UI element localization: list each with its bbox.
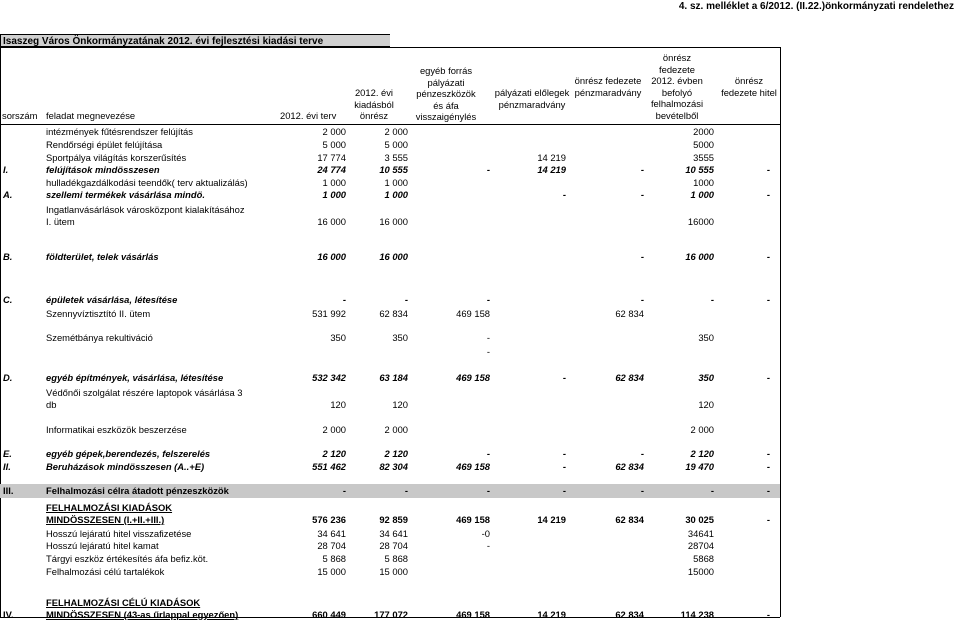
cell-fedezete: 62 834 (615, 461, 644, 472)
cell-befolyo: 1 000 (690, 189, 714, 200)
cell-fedezete: - (640, 294, 644, 305)
cell-befolyo: 2000 (693, 126, 714, 137)
cell-palyazati: - (562, 461, 566, 472)
cell-onresz: 2 000 (384, 424, 408, 435)
cell-befolyo: 16 000 (685, 251, 714, 262)
cell-terv: 576 236 (312, 514, 346, 525)
cell-terv: 350 (330, 332, 346, 343)
cell-terv: 532 342 (312, 372, 346, 383)
cell-onresz: 177 072 (374, 609, 408, 620)
cell-palyazati: - (562, 448, 566, 459)
cell-palyazati: - (562, 189, 566, 200)
cell-egyeb: - (486, 164, 490, 175)
cell-terv: 24 774 (317, 164, 346, 175)
cell-terv: 28 704 (317, 540, 346, 551)
cell-hitel: - (766, 372, 770, 383)
row-name: szellemi termékek vásárlása mindö. (46, 189, 205, 200)
cell-onresz: 350 (392, 332, 408, 343)
cell-terv: 120 (330, 399, 346, 410)
row-sorszam: A. (3, 189, 13, 200)
cell-palyazati: - (562, 372, 566, 383)
cell-terv: 5 000 (322, 139, 346, 150)
cell-fedezete: - (640, 164, 644, 175)
cell-egyeb: 469 158 (456, 308, 490, 319)
row-sorszam: E. (3, 448, 12, 459)
cell-terv: 15 000 (317, 566, 346, 577)
cell-fedezete: - (640, 448, 644, 459)
cell-palyazati: 14 219 (537, 514, 566, 525)
cell-egyeb: 469 158 (456, 609, 490, 620)
cell-hitel: - (766, 189, 770, 200)
cell-befolyo: 5868 (693, 553, 714, 564)
row-sorszam: III. (3, 485, 14, 496)
cell-befolyo: 30 025 (685, 514, 714, 525)
row-name: FELHALMOZÁSI CÉLÚ KIADÁSOK (46, 597, 201, 608)
row-name: egyéb gépek,berendezés, felszerelés (46, 448, 211, 459)
cell-onresz: 1 000 (384, 189, 408, 200)
cell-terv: 1 000 (322, 189, 346, 200)
cell-terv: 16 000 (317, 251, 346, 262)
cell-befolyo: 10 555 (685, 164, 714, 175)
cell-hitel: - (766, 461, 770, 472)
cell-onresz: 34 641 (379, 528, 408, 539)
cell-terv: 660 449 (312, 609, 346, 620)
cell-onresz: 2 000 (384, 126, 408, 137)
cell-befolyo: 2 120 (690, 448, 714, 459)
cell-onresz: 82 304 (379, 461, 408, 472)
cell-hitel: - (766, 164, 770, 175)
row-name: Ingatlanvásárlások városközpont kialakításához (46, 204, 245, 215)
cell-egyeb: 469 158 (456, 372, 490, 383)
cell-terv: 2 000 (322, 424, 346, 435)
cell-hitel: - (766, 448, 770, 459)
cell-onresz: 3 555 (384, 152, 408, 163)
row-name: Szennyvíztisztító II. ütem (46, 308, 151, 319)
cell-palyazati: - (562, 485, 566, 496)
cell-befolyo: 120 (698, 399, 714, 410)
cell-terv: - (342, 294, 346, 305)
row-name: Védőnői szolgálat részére laptopok vásárlása 3 (46, 387, 243, 398)
row-name: földterület, telek vásárlás (46, 251, 159, 262)
row-sorszam: D. (3, 372, 13, 383)
cell-befolyo: 1000 (693, 177, 714, 188)
cell-befolyo: 5000 (693, 139, 714, 150)
row-name-line2: I. ütem (46, 216, 75, 227)
row-name: Tárgyi eszköz értékesítés áfa befiz.köt. (46, 553, 209, 564)
cell-befolyo: 350 (698, 372, 714, 383)
row-name: Felhalmozási célú tartalékok (46, 566, 165, 577)
cell-egyeb: 469 158 (456, 461, 490, 472)
cell-dash: - (486, 346, 490, 357)
cell-hitel: - (766, 514, 770, 525)
cell-hitel: - (766, 251, 770, 262)
cell-onresz: 16 000 (379, 216, 408, 227)
cell-befolyo: 114 238 (680, 609, 714, 620)
cell-onresz: - (404, 294, 408, 305)
row-name: Rendőrségi épület felújítása (46, 139, 163, 150)
cell-egyeb: -0 (481, 528, 490, 539)
header-palyazati: pályázati előlegek pénzmaradvány (494, 87, 570, 110)
row-sorszam: IV. (3, 609, 14, 620)
cell-onresz: 92 859 (379, 514, 408, 525)
cell-terv: 2 120 (322, 448, 346, 459)
cell-onresz: 5 000 (384, 139, 408, 150)
row-name-line2: MINDÖSSZESEN (I.+II.+III.) (46, 514, 165, 525)
header-feladat: feladat megnevezése (46, 110, 136, 121)
row-name: Informatikai eszközök beszerzése (46, 424, 187, 435)
cell-befolyo: 350 (698, 332, 714, 343)
cell-egyeb: - (486, 485, 490, 496)
cell-egyeb: - (486, 332, 490, 343)
row-name: hulladékgazdálkodási teendők( terv aktualizálás) (46, 177, 248, 188)
cell-onresz: 1 000 (384, 177, 408, 188)
cell-terv: - (342, 485, 346, 496)
row-sorszam: I. (3, 164, 9, 175)
cell-egyeb: - (486, 448, 490, 459)
header-kiadasbol: 2012. évi kiadásból önrész (354, 87, 394, 121)
cell-onresz: 62 834 (379, 308, 408, 319)
cell-terv: 16 000 (317, 216, 346, 227)
cell-fedezete: 62 834 (615, 514, 644, 525)
cell-onresz: 2 120 (384, 448, 408, 459)
cell-terv: 551 462 (312, 461, 346, 472)
row-name: Hosszú lejáratú hitel kamat (46, 540, 159, 551)
cell-onresz: - (404, 485, 408, 496)
attachment-note: 4. sz. melléklet a 6/2012. (II.22.)önkormányzati rendelethez (678, 1, 954, 12)
cell-egyeb: 469 158 (456, 514, 490, 525)
row-name: Sportpálya világítás korszerűsítés (46, 152, 187, 163)
cell-befolyo: 34641 (687, 528, 714, 539)
cell-befolyo: 16000 (687, 216, 714, 227)
cell-palyazati: 14 219 (537, 164, 566, 175)
cell-terv: 531 992 (312, 308, 346, 319)
row-sorszam: B. (3, 251, 13, 262)
cell-onresz: 10 555 (379, 164, 408, 175)
row-name: épületek vásárlása, létesítése (46, 294, 178, 305)
cell-befolyo: 28704 (687, 540, 714, 551)
cell-palyazati: 14 219 (537, 609, 566, 620)
cell-befolyo: - (710, 294, 714, 305)
row-sorszam: C. (3, 294, 13, 305)
cell-hitel: - (766, 294, 770, 305)
cell-terv: 1 000 (322, 177, 346, 188)
cell-palyazati: 14 219 (537, 152, 566, 163)
cell-egyeb: - (486, 294, 490, 305)
row-name: Hosszú lejáratú hitel visszafizetése (46, 528, 192, 539)
cell-terv: 17 774 (317, 152, 346, 163)
cell-terv: 2 000 (322, 126, 346, 137)
cell-terv: 34 641 (317, 528, 346, 539)
cell-onresz: 5 868 (384, 553, 408, 564)
row-name: Szemétbánya rekultiváció (46, 332, 153, 343)
row-name: intézmények fűtésrendszer felújítás (46, 126, 193, 137)
cell-fedezete: 62 834 (615, 609, 644, 620)
cell-terv: 5 868 (322, 553, 346, 564)
cell-onresz: 15 000 (379, 566, 408, 577)
cell-fedezete: 62 834 (615, 372, 644, 383)
row-name: egyéb építmények, vásárlása, létesítése (46, 372, 224, 383)
row-name: Felhalmozási célra átadott pénzeszközök (46, 485, 229, 496)
cell-hitel: - (766, 485, 770, 496)
cell-befolyo: 19 470 (685, 461, 714, 472)
row-name: felújítások mindösszesen (46, 164, 160, 175)
row-name-line2: db (46, 399, 57, 410)
cell-onresz: 28 704 (379, 540, 408, 551)
cell-befolyo: 15000 (687, 566, 714, 577)
header-sorszam: sorszám (2, 110, 38, 121)
cell-fedezete: - (640, 251, 644, 262)
header-fedezete: önrész fedezete pénzmaradvány (574, 75, 642, 98)
row-name: Beruházások mindösszesen (A..+E) (46, 461, 205, 472)
cell-befolyo: 2 000 (690, 424, 714, 435)
header-befolyo: önrész fedezete 2012. évben befolyó felhalmozási bevételből (650, 52, 704, 121)
header-hitel: önrész fedezete hitel (721, 75, 777, 98)
cell-hitel: - (766, 609, 770, 620)
row-sorszam: II. (3, 461, 11, 472)
header-egyeb-forras: egyéb forrás pályázati pénzeszközök és áfa visszaigénylés (415, 65, 477, 122)
cell-fedezete: 62 834 (615, 308, 644, 319)
row-name-line2: MINDÖSSZESEN (43-as űrlappal egyezően) (46, 609, 239, 620)
cell-onresz: 63 184 (379, 372, 408, 383)
cell-onresz: 120 (392, 399, 408, 410)
cell-onresz: 16 000 (379, 251, 408, 262)
cell-fedezete: - (640, 485, 644, 496)
cell-befolyo: - (710, 485, 714, 496)
page-title: Isaszeg Város Önkormányzatának 2012. évi fejlesztési kiadási terve (0, 34, 390, 47)
cell-fedezete: - (640, 189, 644, 200)
cell-befolyo: 3555 (693, 152, 714, 163)
header-terv: 2012. évi terv (280, 110, 337, 121)
row-name: FELHALMOZÁSI KIADÁSOK (46, 502, 173, 513)
cell-egyeb: - (486, 540, 490, 551)
